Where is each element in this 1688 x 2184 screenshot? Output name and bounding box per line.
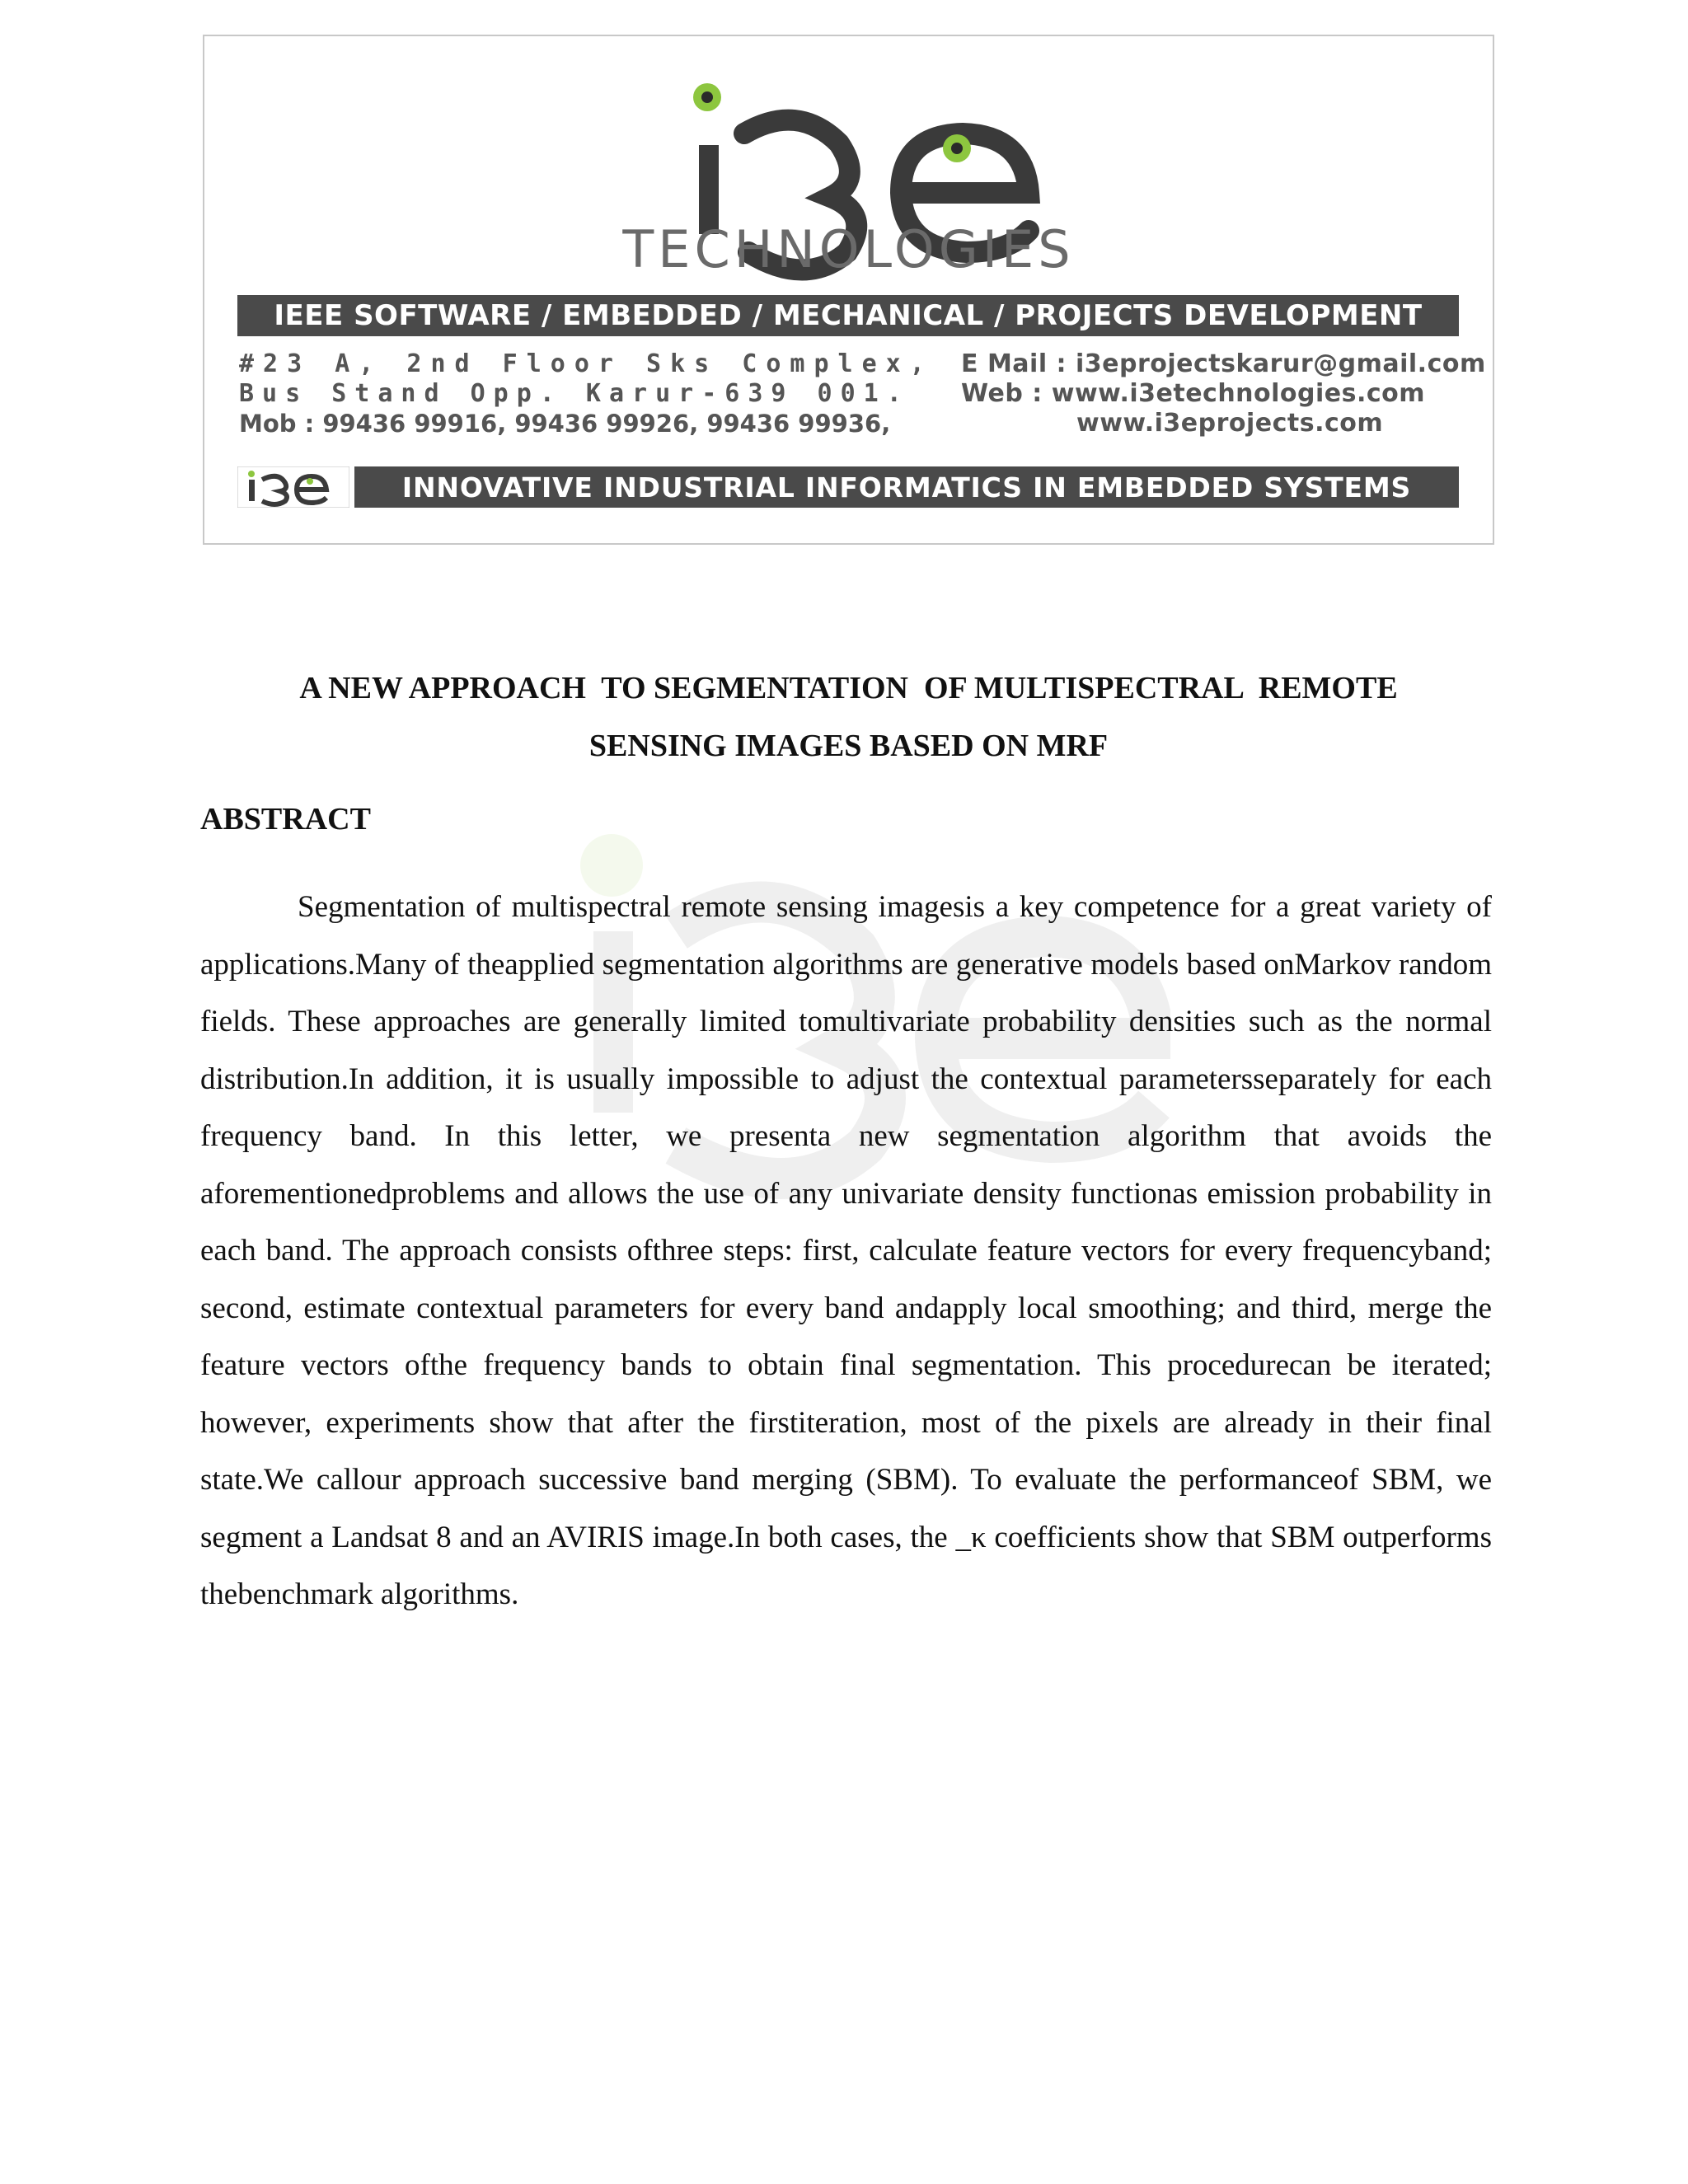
informatics-tagline: INNOVATIVE INDUSTRIAL INFORMATICS IN EMBEDDED SYSTEMS <box>354 466 1459 508</box>
website-primary: Web : www.i3etechnologies.com <box>961 379 1426 408</box>
mobile-numbers: Mob : 99436 99916, 99436 99926, 99436 99936, <box>239 410 891 438</box>
address-block <box>239 349 934 438</box>
company-name: TECHNOLOGIES <box>622 219 1075 279</box>
company-logo <box>204 36 1493 284</box>
website-secondary: www.i3eprojects.com <box>1076 409 1384 438</box>
paper-title <box>203 659 1494 775</box>
abstract-body: Segmentation of multispectral remote sensing imagesis a key competence for a great variety of applications.Many of theapplied segmentation algorithms are generative models based onMarkov random fields. These approaches are generally limited tomultivariate probability densities such as the normal distribution.In addition, it is usually impossible to adjust the contextual parametersseparately for each frequency band. In this letter, we presenta new segmentation algorithm that avoids the aforementionedproblems and allows the use of any univariate density functionas emission probability in each band. The approach consists ofthree steps: first, calculate feature vectors for every frequencyband; second, estimate contextual parameters for every band andapply local smoothing; and third, merge the feature vectors ofthe frequency bands to obtain final segmentation. This procedurecan be iterated; however, experiments show that after the firstiteration, most of the pixels are already in their final state.We callour approach successive band merging (SBM). To evaluate the performanceof SBM, we segment a Landsat 8 and an AVIRIS image.In both cases, the _κ coefficients show that SBM outperforms thebenchmark algorithms. <box>200 890 1492 1611</box>
abstract-heading: ABSTRACT <box>200 802 371 837</box>
paper-title-line-2: SENSING IMAGES BASED ON MRF <box>588 729 1109 763</box>
email-address: E Mail : i3eprojectskarur@gmail.com <box>961 349 1486 378</box>
letterhead-banner <box>203 35 1494 545</box>
services-tagline: IEEE SOFTWARE / EMBEDDED / MECHANICAL / PROJECTS DEVELOPMENT <box>237 295 1459 336</box>
contact-block <box>961 349 1486 438</box>
mini-logo-icon <box>237 466 349 508</box>
address-line-1: #23 A, 2nd Floor Sks Complex, <box>239 349 934 378</box>
address-line-2: Bus Stand Opp. Karur-639 001. <box>239 379 910 408</box>
paper-title-line-1: A NEW APPROACH TO SEGMENTATION OF MULTISPECTRAL REMOTE <box>299 671 1398 705</box>
